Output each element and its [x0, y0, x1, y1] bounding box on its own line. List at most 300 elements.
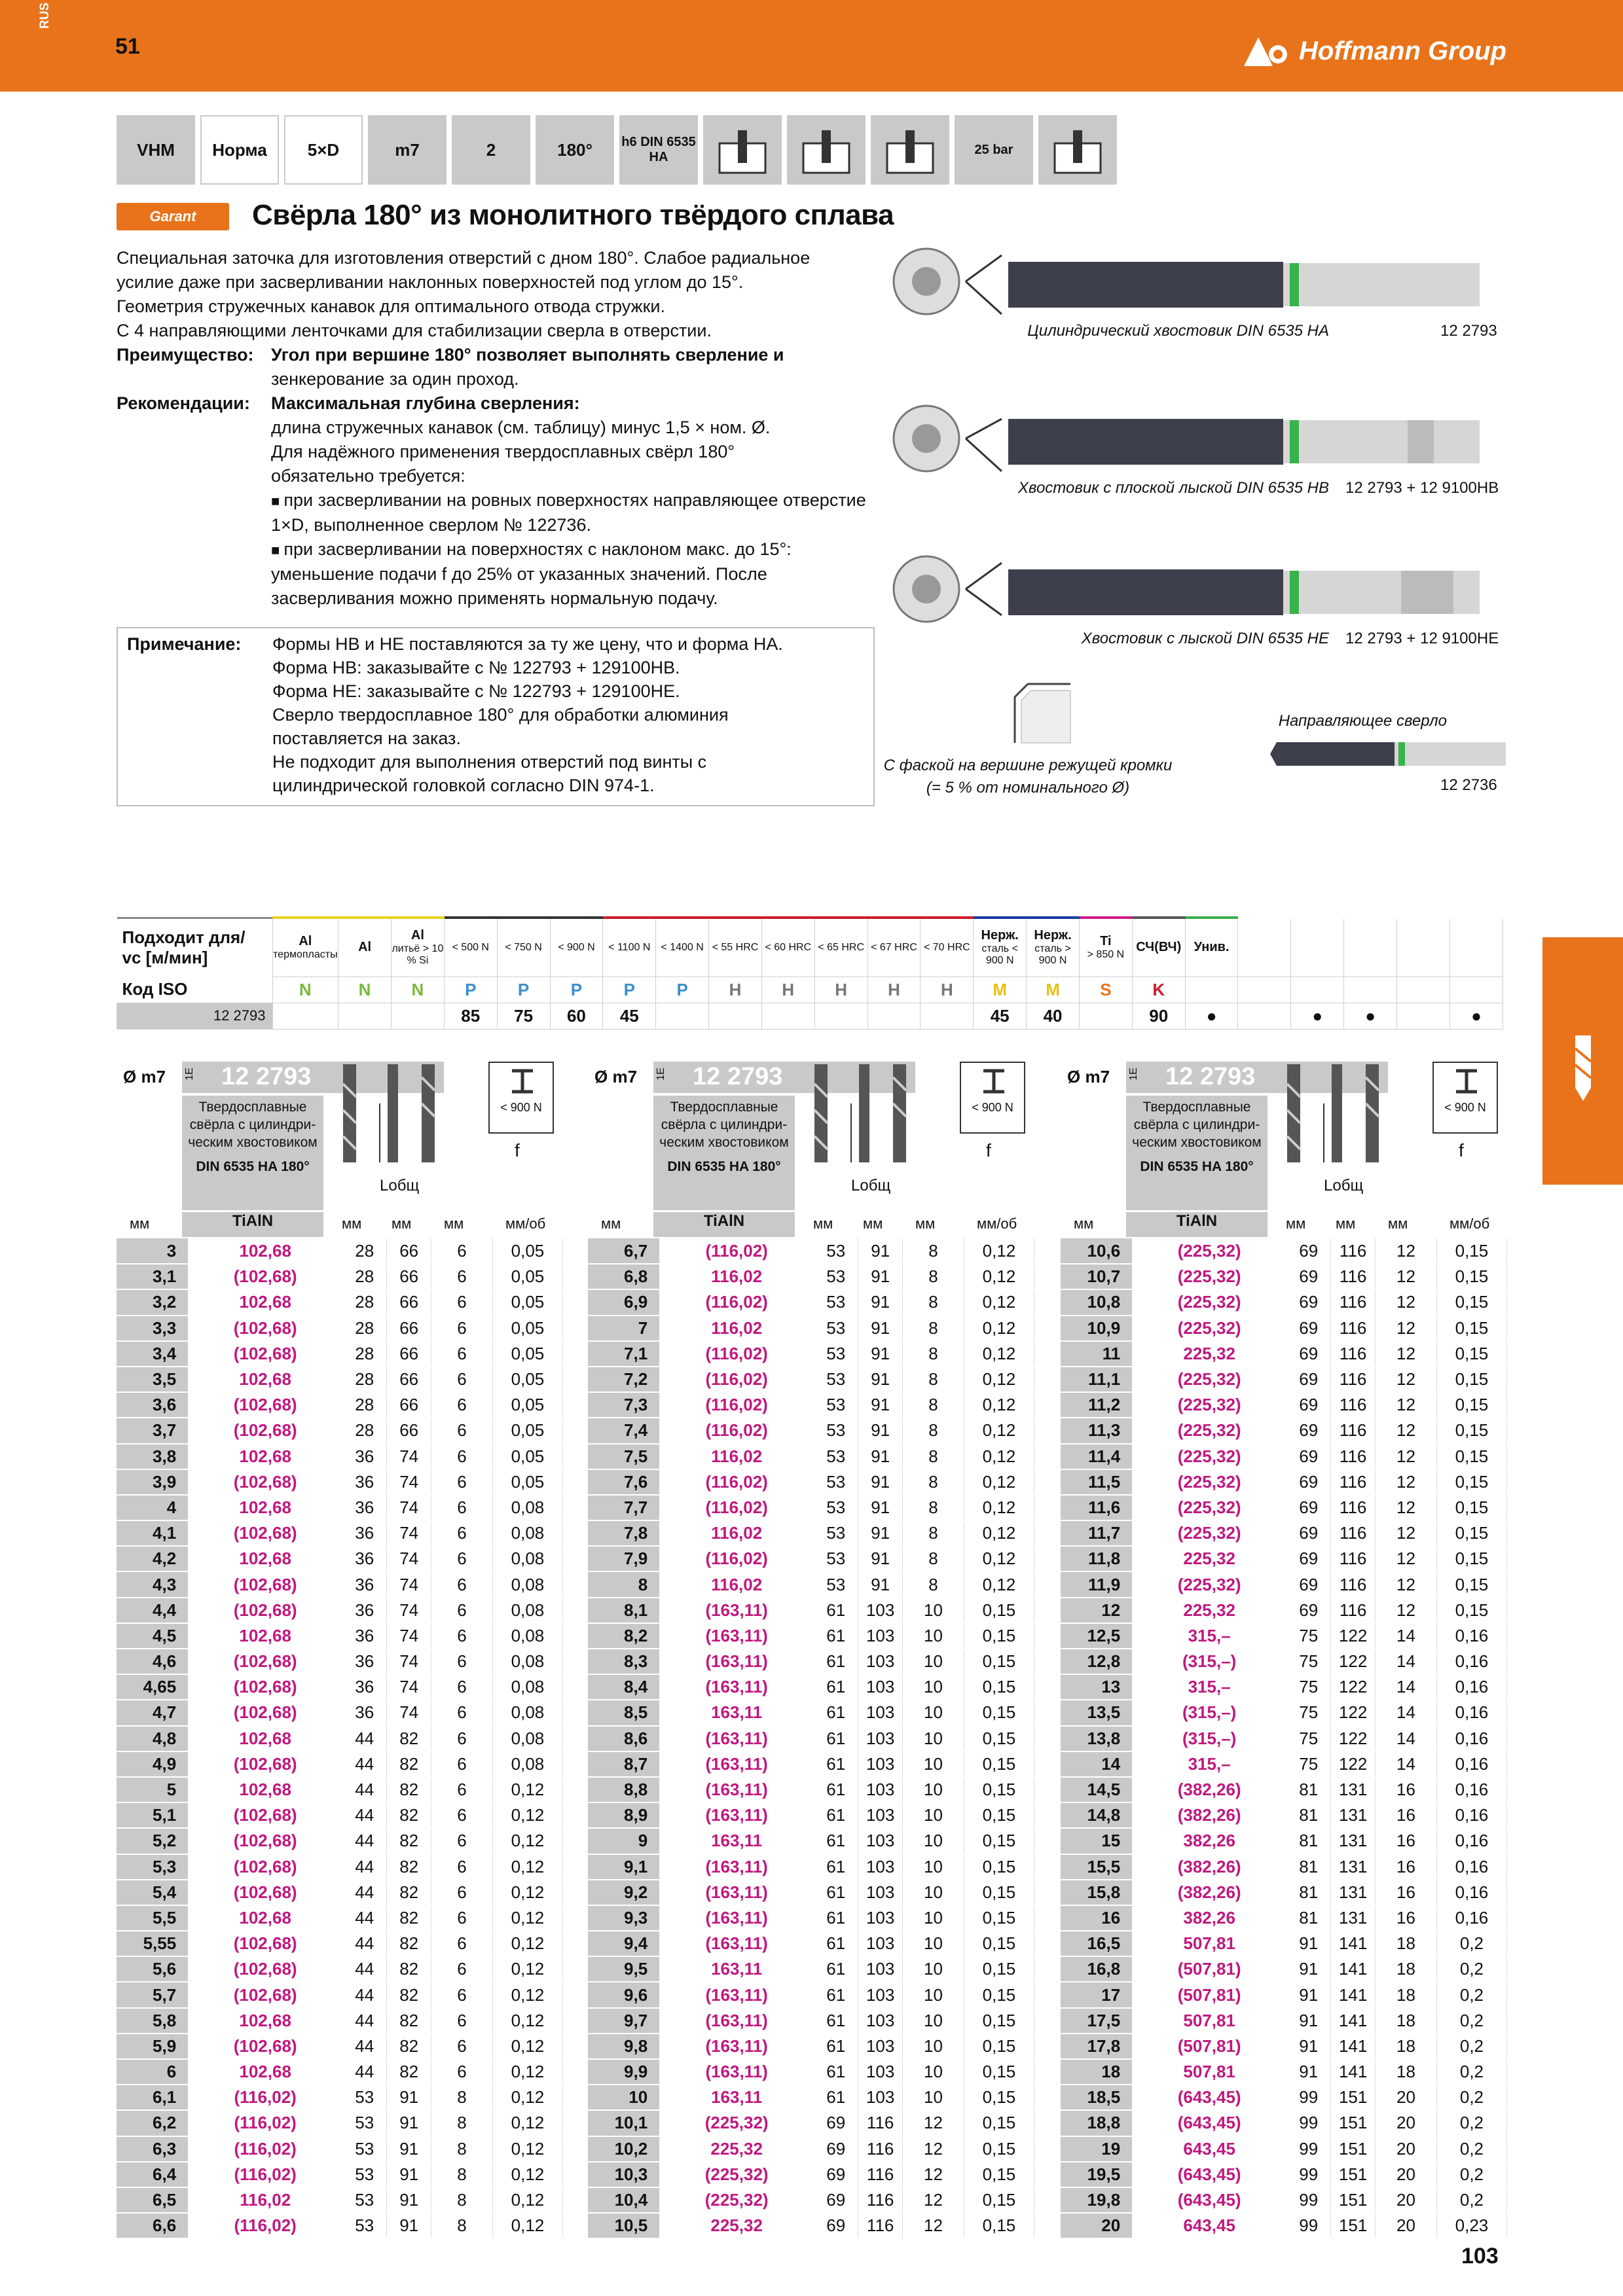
total-length-cell: 103: [858, 1956, 903, 1982]
total-length-cell: 66: [387, 1238, 431, 1264]
price-cell[interactable]: 102,68: [188, 1238, 342, 1264]
recommend-label: Рекомендации:: [117, 393, 250, 413]
price-cell[interactable]: (225,32): [659, 2162, 814, 2187]
price-cell[interactable]: (102,68): [188, 1674, 342, 1700]
price-cell[interactable]: (163,11): [659, 1854, 814, 1880]
table-row: [588, 2059, 1034, 2085]
diameter-cell: 7,6: [588, 1469, 659, 1495]
price-cell[interactable]: 116,02: [659, 1316, 814, 1341]
tool-description: Твердосплавные свёрла с цилиндри-ческим хвостовиком: [188, 1100, 318, 1150]
shank-cell: 12: [1376, 1495, 1437, 1520]
flute-length-cell: 36: [342, 1469, 387, 1495]
table-row: [1061, 1854, 1507, 1880]
total-length-cell: 131: [1331, 1803, 1376, 1828]
price-cell[interactable]: 102,68: [188, 1546, 342, 1571]
table-row: [588, 2110, 1034, 2136]
shank-cell: 6: [431, 1367, 493, 1392]
shank-cell: 16: [1376, 1854, 1437, 1880]
table-row: [588, 1854, 1034, 1880]
flute-length-cell: 44: [342, 1905, 387, 1931]
price-cell[interactable]: (382,26): [1132, 1880, 1286, 1905]
price-cell[interactable]: (507,81): [1132, 1956, 1286, 1982]
price-cell[interactable]: (102,68): [188, 1700, 342, 1725]
price-cell[interactable]: (163,11): [659, 1982, 814, 2007]
price-cell[interactable]: 116,02: [659, 1444, 814, 1469]
price-cell[interactable]: (102,68): [188, 1264, 342, 1289]
flute-length-cell: 69: [814, 2213, 858, 2238]
feed-cell: 0,12: [964, 1469, 1034, 1495]
flute-length-cell: 61: [814, 1726, 858, 1751]
diameter-cell: 13,8: [1061, 1726, 1132, 1751]
diameter-cell: 8,2: [588, 1623, 659, 1649]
icon-label: 25 bar: [974, 142, 1013, 157]
feed-material-box: [960, 1062, 1025, 1134]
price-cell[interactable]: 643,45: [1132, 2213, 1286, 2238]
price-cell[interactable]: 315,–: [1132, 1751, 1286, 1777]
price-cell[interactable]: (225,32): [1132, 1316, 1286, 1341]
diameter-cell: 8: [588, 1571, 659, 1597]
total-length-cell: 122: [1331, 1726, 1376, 1751]
total-length-cell: 91: [858, 1418, 903, 1443]
feed-cell: 0,2: [1436, 2136, 1506, 2162]
total-length-cell: 116: [858, 2162, 903, 2187]
recommend-line: Для надёжного применения твердосплавных свёрл 180°: [271, 442, 735, 461]
shank-cell: 6: [431, 1495, 493, 1520]
price-cell[interactable]: 507,81: [1132, 2059, 1286, 2085]
price-cell[interactable]: (116,02): [659, 1367, 814, 1392]
price-cell[interactable]: 507,81: [1132, 1931, 1286, 1956]
price-cell[interactable]: (315,–): [1132, 1649, 1286, 1674]
price-cell[interactable]: (163,11): [659, 1674, 814, 1700]
price-cell[interactable]: 382,26: [1132, 1828, 1286, 1854]
iso-code: H: [814, 977, 867, 1003]
price-cell[interactable]: (163,11): [659, 1598, 814, 1623]
diameter-cell: 12: [1061, 1598, 1132, 1623]
price-cell[interactable]: (102,68): [188, 1341, 342, 1367]
table-row: [588, 1649, 1034, 1674]
diameter-label: Ø m7: [1067, 1067, 1110, 1086]
price-cell[interactable]: 643,45: [1132, 2136, 1286, 2162]
advantage-text: Угол при вершине 180° позволяет выполнять сверление и: [271, 345, 784, 365]
total-length-cell: 91: [858, 1238, 903, 1264]
flute-length-cell: 36: [342, 1571, 387, 1597]
price-cell[interactable]: 102,68: [188, 1444, 342, 1469]
feed-material-box: [1432, 1062, 1498, 1134]
price-cell[interactable]: (163,11): [659, 1880, 814, 1905]
price-cell[interactable]: (163,11): [659, 1803, 814, 1828]
feed-cell: 0,15: [1436, 1264, 1506, 1289]
table-row: [117, 1469, 563, 1495]
feed-material-box: [488, 1062, 554, 1134]
total-length-cell: 131: [1331, 1880, 1376, 1905]
diameter-cell: 6,4: [117, 2162, 188, 2187]
iso-code: S: [1079, 977, 1132, 1003]
flute-length-cell: 61: [814, 2085, 858, 2110]
diameter-cell: 9,5: [588, 1956, 659, 1982]
feed-cell: 0,12: [964, 1289, 1034, 1315]
drill-diameter-icon: [1281, 1064, 1307, 1169]
price-cell[interactable]: 102,68: [188, 1495, 342, 1520]
total-length-cell: 74: [387, 1546, 431, 1571]
table-row: [588, 1777, 1034, 1803]
price-cell[interactable]: (116,02): [659, 1238, 814, 1264]
price-cell[interactable]: 102,68: [188, 2059, 342, 2085]
drill-tab-icon: [1563, 1035, 1603, 1101]
pilot-code: 12 2736: [1440, 776, 1497, 794]
price-cell[interactable]: (102,68): [188, 1598, 342, 1623]
shank-cell: 8: [903, 1546, 964, 1571]
price-cell[interactable]: (102,68): [188, 1469, 342, 1495]
feed-cell: 0,16: [1436, 1828, 1506, 1854]
material-col-header: [550, 918, 603, 977]
diameter-cell: 7,4: [588, 1418, 659, 1443]
price-cell[interactable]: (102,68): [188, 1392, 342, 1418]
feed-cell: 0,08: [492, 1546, 562, 1571]
language-code: RUS: [38, 2, 52, 29]
price-cell[interactable]: 225,32: [659, 2136, 814, 2162]
price-cell[interactable]: 507,81: [1132, 2008, 1286, 2034]
price-cell[interactable]: (116,02): [659, 1289, 814, 1315]
diameter-cell: 10,5: [588, 2213, 659, 2238]
total-length-cell: 74: [387, 1598, 431, 1623]
price-cell[interactable]: (225,32): [1132, 1238, 1286, 1264]
table-row: [588, 1623, 1034, 1649]
price-cell[interactable]: 102,68: [188, 1905, 342, 1931]
price-cell[interactable]: (163,11): [659, 2008, 814, 2034]
shank-cell: 10: [903, 2008, 964, 2034]
coating-label: TiAlN: [653, 1212, 795, 1237]
feed-cell: 0,12: [964, 1316, 1034, 1341]
price-cell[interactable]: (116,02): [188, 2136, 342, 2162]
diameter-cell: 6: [117, 2059, 188, 2085]
flute-length-cell: 53: [342, 2213, 387, 2238]
price-cell[interactable]: (163,11): [659, 2059, 814, 2085]
price-cell[interactable]: 102,68: [188, 1777, 342, 1803]
total-length-cell: 91: [858, 1316, 903, 1341]
price-cell[interactable]: (225,32): [1132, 1469, 1286, 1495]
shank-cell: 10: [903, 1956, 964, 1982]
price-cell[interactable]: (163,11): [659, 1623, 814, 1649]
shank-cell: 6: [431, 1418, 493, 1443]
price-cell[interactable]: (116,02): [188, 2213, 342, 2238]
shank-cell: 18: [1376, 1982, 1437, 2007]
table-row: [1061, 2008, 1507, 2034]
price-cell[interactable]: (225,32): [1132, 1392, 1286, 1418]
cutting-speed: 90: [1132, 1003, 1185, 1029]
price-cell[interactable]: 315,–: [1132, 1674, 1286, 1700]
price-cell[interactable]: (116,02): [188, 2085, 342, 2110]
price-cell[interactable]: (116,02): [659, 1469, 814, 1495]
feed-cell: 0,2: [1436, 2110, 1506, 2136]
table-row: [588, 1880, 1034, 1905]
diameter-cell: 18,5: [1061, 2085, 1132, 2110]
price-cell[interactable]: (102,68): [188, 1571, 342, 1597]
price-cell[interactable]: (382,26): [1132, 1777, 1286, 1803]
price-cell[interactable]: (116,02): [659, 1341, 814, 1367]
price-cell[interactable]: 163,11: [659, 2085, 814, 2110]
flute-length-cell: 61: [814, 1956, 858, 1982]
price-cell[interactable]: 225,32: [659, 2213, 814, 2238]
price-cell[interactable]: 225,32: [1132, 1546, 1286, 1571]
price-cell[interactable]: (507,81): [1132, 2034, 1286, 2059]
price-cell[interactable]: (163,11): [659, 1751, 814, 1777]
total-length-cell: 116: [858, 2213, 903, 2238]
price-cell[interactable]: 163,11: [659, 1828, 814, 1854]
price-cell[interactable]: 116,02: [659, 1571, 814, 1597]
price-cell[interactable]: (163,11): [659, 2034, 814, 2059]
price-cell[interactable]: (643,45): [1132, 2162, 1286, 2187]
flute-length-cell: 69: [1286, 1469, 1331, 1495]
price-cell[interactable]: 315,–: [1132, 1623, 1286, 1649]
price-cell[interactable]: (225,32): [1132, 1571, 1286, 1597]
feed-cell: 0,15: [1436, 1444, 1506, 1469]
total-length-cell: 82: [387, 1803, 431, 1828]
price-cell[interactable]: (102,68): [188, 1880, 342, 1905]
price-cell[interactable]: (102,68): [188, 1649, 342, 1674]
total-length-cell: 103: [858, 1751, 903, 1777]
price-cell[interactable]: (315,–): [1132, 1700, 1286, 1725]
flute-length-cell: 91: [1286, 1931, 1331, 1956]
total-length-cell: 116: [1331, 1546, 1376, 1571]
diameter-cell: 12,8: [1061, 1649, 1132, 1674]
total-length-cell: 141: [1331, 1931, 1376, 1956]
shank-cell: 6: [431, 1546, 493, 1571]
material-spec: сталь < 900 N: [981, 943, 1018, 967]
feed-cell: 0,16: [1436, 1700, 1506, 1725]
total-length-cell: 116: [1331, 1341, 1376, 1367]
total-length-cell: 91: [858, 1495, 903, 1520]
shank-cell: 6: [431, 1956, 493, 1982]
price-cell[interactable]: (382,26): [1132, 1803, 1286, 1828]
price-cell[interactable]: (116,02): [659, 1495, 814, 1520]
price-cell[interactable]: 102,68: [188, 1623, 342, 1649]
material-col-header: [497, 918, 550, 977]
total-length-cell: 91: [387, 2187, 431, 2213]
price-cell[interactable]: (225,32): [1132, 1444, 1286, 1469]
price-cell[interactable]: (315,–): [1132, 1726, 1286, 1751]
table-row: [588, 1392, 1034, 1418]
total-length-cell: 116: [858, 2110, 903, 2136]
iso-code: H: [921, 977, 974, 1003]
price-cell[interactable]: (102,68): [188, 1956, 342, 1982]
shank-cell: 6: [431, 1444, 493, 1469]
flute-length-cell: 61: [814, 1777, 858, 1803]
price-cell[interactable]: (225,32): [1132, 1495, 1286, 1520]
price-cell[interactable]: (116,02): [659, 1546, 814, 1571]
diameter-cell: 6,7: [588, 1238, 659, 1264]
price-cell[interactable]: (163,11): [659, 1777, 814, 1803]
diameter-cell: 17,8: [1061, 2034, 1132, 2059]
shank-cell: 12: [903, 2136, 964, 2162]
flute-length-cell: 36: [342, 1546, 387, 1571]
total-length-cell: 82: [387, 2034, 431, 2059]
total-length-cell: 116: [1331, 1238, 1376, 1264]
iso-code: [1291, 977, 1344, 1003]
total-length-cell: 131: [1331, 1828, 1376, 1854]
price-cell[interactable]: (225,32): [659, 2110, 814, 2136]
table-row: [1061, 1289, 1507, 1315]
material-name: Унив.: [1194, 940, 1230, 955]
diameter-cell: 9,8: [588, 2034, 659, 2059]
material-col-header: [1238, 918, 1291, 977]
price-cell[interactable]: (225,32): [1132, 1418, 1286, 1443]
feed-cell: 0,12: [492, 2059, 562, 2085]
total-length-cell: 74: [387, 1495, 431, 1520]
diameter-cell: 4,9: [117, 1751, 188, 1777]
total-length-cell: 74: [387, 1444, 431, 1469]
feed-cell: 0,12: [964, 1520, 1034, 1546]
price-cell[interactable]: 225,32: [1132, 1598, 1286, 1623]
price-cell[interactable]: 382,26: [1132, 1905, 1286, 1931]
inclined-surface-icon: [871, 115, 949, 185]
price-cell[interactable]: 225,32: [1132, 1341, 1286, 1367]
diameter-cell: 5,3: [117, 1854, 188, 1880]
shank-cell: 6: [431, 1982, 493, 2007]
price-cell[interactable]: (225,32): [1132, 1367, 1286, 1392]
icon-label: VHM: [137, 139, 175, 160]
price-cell[interactable]: (102,68): [188, 1854, 342, 1880]
price-cell[interactable]: (643,45): [1132, 2085, 1286, 2110]
flute-length-cell: 75: [1286, 1726, 1331, 1751]
feed-cell: 0,12: [492, 1803, 562, 1828]
price-cell[interactable]: (163,11): [659, 1905, 814, 1931]
price-cell[interactable]: (102,68): [188, 2034, 342, 2059]
price-cell[interactable]: (643,45): [1132, 2187, 1286, 2213]
feed-cell: 0,15: [964, 1649, 1034, 1674]
price-cell[interactable]: 116,02: [659, 1264, 814, 1289]
price-cell[interactable]: 116,02: [659, 1520, 814, 1546]
price-cell[interactable]: 102,68: [188, 1289, 342, 1315]
shank-cell: 12: [1376, 1546, 1437, 1571]
feed-cell: 0,12: [492, 1777, 562, 1803]
flute-length-cell: 91: [1286, 2034, 1331, 2059]
recommend-bullet: ■ при засверливании на поверхностях с наклоном макс. до 15°: уменьшение подачи f до 25% от указанных значений. После засверливания можно применять нормальную подачу.: [117, 537, 876, 611]
feed-cell: 0,16: [1436, 1623, 1506, 1649]
feed-label: f: [1459, 1140, 1464, 1160]
feed-cell: 0,08: [492, 1700, 562, 1725]
diameter-cell: 12,5: [1061, 1623, 1132, 1649]
feed-material-label: < 900 N: [500, 1101, 542, 1114]
feed-cell: 0,12: [492, 1982, 562, 2007]
diameter-cell: 17,5: [1061, 2008, 1132, 2034]
total-length-cell: 82: [387, 1956, 431, 1982]
flute-length-cell: 53: [814, 1316, 858, 1341]
price-cell[interactable]: (116,02): [188, 2110, 342, 2136]
diameter-cell: 10,3: [588, 2162, 659, 2187]
flute-length-cell: 44: [342, 1956, 387, 1982]
shank-cell: 8: [903, 1520, 964, 1546]
diameter-cell: 4,3: [117, 1571, 188, 1597]
shank-cell: 10: [903, 1726, 964, 1751]
price-cell[interactable]: (102,68): [188, 1520, 342, 1546]
flute-length-cell: 69: [1286, 1367, 1331, 1392]
diameter-cell: 3,4: [117, 1341, 188, 1367]
total-length-cell: 103: [858, 2085, 903, 2110]
din-label: DIN 6535 HA 180°: [667, 1159, 781, 1174]
feed-cell: 0,15: [964, 1674, 1034, 1700]
feed-cell: 0,16: [1436, 1905, 1506, 1931]
price-cell[interactable]: (225,32): [1132, 1520, 1286, 1546]
feed-cell: 0,2: [1436, 1956, 1506, 1982]
price-cell[interactable]: 102,68: [188, 2008, 342, 2034]
feed-cell: 0,15: [964, 1803, 1034, 1828]
price-cell[interactable]: (163,11): [659, 1931, 814, 1956]
price-cell[interactable]: (225,32): [1132, 1264, 1286, 1289]
price-cell[interactable]: (102,68): [188, 1751, 342, 1777]
material-col-header: [761, 918, 814, 977]
feed-cell: 0,12: [964, 1418, 1034, 1443]
feed-cell: 0,12: [492, 2136, 562, 2162]
price-cell[interactable]: (102,68): [188, 1803, 342, 1828]
price-cell[interactable]: (102,68): [188, 1828, 342, 1854]
table-row: [1061, 1905, 1507, 1931]
table-row: [1061, 2187, 1507, 2213]
flute-length-cell: 69: [814, 2162, 858, 2187]
price-cell[interactable]: (643,45): [1132, 2110, 1286, 2136]
price-cell[interactable]: (382,26): [1132, 1854, 1286, 1880]
table-row: [117, 1956, 563, 1982]
price-cell[interactable]: (102,68): [188, 1982, 342, 2007]
flutes-icon: [452, 115, 530, 185]
diameter-cell: 4,8: [117, 1726, 188, 1751]
price-cell[interactable]: 102,68: [188, 1367, 342, 1392]
diameter-cell: 10,6: [1061, 1238, 1132, 1264]
unit-label: мм: [813, 1215, 833, 1232]
price-cell[interactable]: (163,11): [659, 1649, 814, 1674]
flute-length-cell: 61: [814, 2059, 858, 2085]
price-cell[interactable]: (225,32): [1132, 1289, 1286, 1315]
feed-cell: 0,15: [964, 1956, 1034, 1982]
recommend-bullet: ■ при засверливании на ровных поверхностях направляющее отверстие 1×D, выполненное сверлом № 122736.: [117, 488, 876, 537]
diameter-cell: 14: [1061, 1751, 1132, 1777]
price-cell[interactable]: (116,02): [659, 1392, 814, 1418]
price-cell[interactable]: (102,68): [188, 1316, 342, 1341]
flute-length-cell: 28: [342, 1238, 387, 1264]
shank-cell: 10: [903, 1777, 964, 1803]
material-col-header: [814, 918, 867, 977]
price-cell[interactable]: (102,68): [188, 1931, 342, 1956]
shank-cell: 16: [1376, 1803, 1437, 1828]
price-cell[interactable]: (116,02): [659, 1418, 814, 1443]
price-cell[interactable]: (507,81): [1132, 1982, 1286, 2007]
price-cell[interactable]: (163,11): [659, 1726, 814, 1751]
table-row: [588, 1444, 1034, 1469]
feed-cell: 0,12: [964, 1392, 1034, 1418]
price-cell[interactable]: 116,02: [188, 2187, 342, 2213]
total-length-cell: 66: [387, 1264, 431, 1289]
feed-cell: 0,2: [1436, 2034, 1506, 2059]
table-row: [1061, 1649, 1507, 1674]
flute-length-cell: 69: [1286, 1571, 1331, 1597]
price-cell[interactable]: (225,32): [659, 2187, 814, 2213]
price-cell[interactable]: 163,11: [659, 1700, 814, 1725]
description: [117, 246, 876, 611]
flute-length-cell: 36: [342, 1520, 387, 1546]
table-row: [1061, 2136, 1507, 2162]
price-cell[interactable]: 163,11: [659, 1956, 814, 1982]
flute-length-cell: 44: [342, 2034, 387, 2059]
material-col-header: [921, 918, 974, 977]
diameter-cell: 8,6: [588, 1726, 659, 1751]
price-cell[interactable]: (102,68): [188, 1418, 342, 1443]
table-row: [588, 1803, 1034, 1828]
flute-length-cell: 53: [814, 1469, 858, 1495]
price-cell[interactable]: (116,02): [188, 2162, 342, 2187]
table-row: [1061, 1880, 1507, 1905]
price-cell[interactable]: 102,68: [188, 1726, 342, 1751]
table-row: [117, 1880, 563, 1905]
shank-cell: 10: [903, 1803, 964, 1828]
